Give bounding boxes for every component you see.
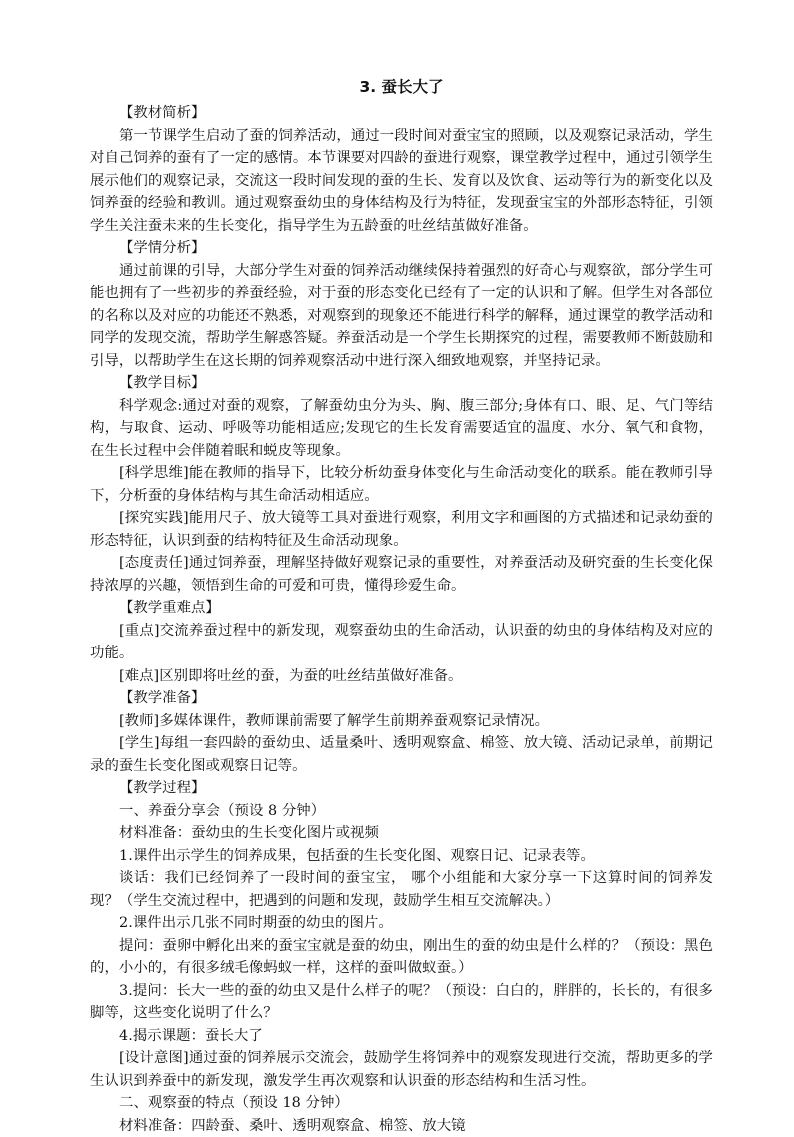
- section-heading-teaching-objectives: 【教学目标】: [90, 372, 713, 395]
- paragraph: 4.揭示课题：蚕长大了: [90, 1025, 713, 1048]
- paragraph: [设计意图]通过蚕的饲养展示交流会，鼓励学生将饲养中的观察发现进行交流，帮助更多的学生认识到养蚕中的新发现，激发学生再次观察和认识蚕的形态结构和生活习性。: [90, 1047, 713, 1092]
- section-heading-teaching-process: 【教学过程】: [90, 777, 713, 800]
- paragraph: 材料准备：四龄蚕、桑叶、透明观察盒、棉签、放大镜: [90, 1115, 713, 1137]
- paragraph: [态度责任]通过饲养蚕，理解坚持做好观察记录的重要性，对养蚕活动及研究蚕的生长变化保持浓厚的兴趣，领悟到生命的可爱和可贵，懂得珍爱生命。: [90, 552, 713, 597]
- section-heading-student-analysis: 【学情分析】: [90, 237, 713, 260]
- section-heading-key-points: 【教学重难点】: [90, 597, 713, 620]
- paragraph: [科学思维]能在教师的指导下，比较分析幼蚕身体变化与生命活动变化的联系。能在教师引导下，分析蚕的身体结构与其生命活动相适应。: [90, 462, 713, 507]
- paragraph: 第一节课学生启动了蚕的饲养活动，通过一段时间对蚕宝宝的照顾，以及观察记录活动，学生对自己饲养的蚕有了一定的感情。本节课要对四龄的蚕进行观察，课堂教学过程中，通过引领学生展示他们的观察记录，交流这一段时间发现的蚕的生长、发育以及饮食、运动等行为的新变化以及饲养蚕的经验和教训。通过观察蚕幼虫的身体结构及行为特征，发现蚕宝宝的外部形态特征，引领学生关注蚕未来的生长变化，指导学生为五龄蚕的吐丝结茧做好准备。: [90, 125, 713, 238]
- paragraph: [学生]每组一套四龄的蚕幼虫、适量桑叶、透明观察盒、棉签、放大镜、活动记录单，前期记录的蚕生长变化图或观察日记等。: [90, 732, 713, 777]
- paragraph: 3.提问：长大一些的蚕的幼虫又是什么样子的呢？（预设：白白的，胖胖的，长长的，有很多脚等，这些变化说明了什么？: [90, 980, 713, 1025]
- paragraph: 谈话：我们已经饲养了一段时间的蚕宝宝， 哪个小组能和大家分享一下这算时间的饲养发现？（学生交流过程中，把遇到的问题和发现，鼓励学生相互交流解决。）: [90, 867, 713, 912]
- paragraph: 二、观察蚕的特点（预设 18 分钟）: [90, 1092, 713, 1115]
- paragraph: [探究实践]能用尺子、放大镜等工具对蚕进行观察，利用文字和画图的方式描述和记录幼蚕的形态特征，认识到蚕的结构特征及生命活动现象。: [90, 507, 713, 552]
- paragraph: 通过前课的引导，大部分学生对蚕的饲养活动继续保持着强烈的好奇心与观察欲，部分学生可能也拥有了一些初步的养蚕经验，对于蚕的形态变化已经有了一定的认识和了解。但学生对各部位的名称以及对应的功能还不熟悉，对观察到的现象还不能进行科学的解释，通过课堂的教学活动和同学的发现交流，帮助学生解惑答疑。养蚕活动是一个学生长期探究的过程，需要教师不断鼓励和引导，以帮助学生在这长期的饲养观察活动中进行深入细致地观察，并坚持记录。: [90, 260, 713, 373]
- paragraph: [教师]多媒体课件，教师课前需要了解学生前期养蚕观察记录情况。: [90, 710, 713, 733]
- section-heading-preparation: 【教学准备】: [90, 687, 713, 710]
- paragraph: [重点]交流养蚕过程中的新发现，观察蚕幼虫的生命活动，认识蚕的幼虫的身体结构及对应的功能。: [90, 620, 713, 665]
- section-heading-textbook-analysis: 【教材简析】: [90, 102, 713, 125]
- document-page: [90, 74, 713, 1137]
- paragraph: 1.课件出示学生的饲养成果，包括蚕的生长变化图、观察日记、记录表等。: [90, 845, 713, 868]
- document-title: 3. 蚕长大了: [90, 74, 713, 100]
- paragraph: 科学观念:通过对蚕的观察，了解蚕幼虫分为头、胸、腹三部分;身体有口、眼、足、气门等结构，与取食、运动、呼吸等功能相适应;发现它的生长发育需要适宜的温度、水分、氧气和食物，在生长过程中会伴随着眠和蜕皮等现象。: [90, 395, 713, 463]
- paragraph: 材料准备：蚕幼虫的生长变化图片或视频: [90, 822, 713, 845]
- paragraph: 2.课件出示几张不同时期蚕的幼虫的图片。: [90, 912, 713, 935]
- paragraph: 提问：蚕卵中孵化出来的蚕宝宝就是蚕的幼虫，刚出生的蚕的幼虫是什么样的？（预设：黑色的，小小的，有很多绒毛像蚂蚁一样，这样的蚕叫做蚁蚕。）: [90, 935, 713, 980]
- paragraph: 一、养蚕分享会（预设 8 分钟）: [90, 800, 713, 823]
- paragraph: [难点]区别即将吐丝的蚕，为蚕的吐丝结茧做好准备。: [90, 665, 713, 688]
